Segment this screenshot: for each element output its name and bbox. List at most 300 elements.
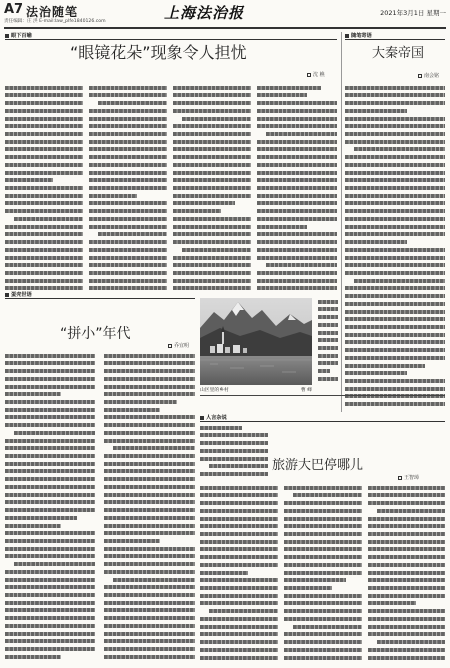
text-line	[318, 344, 338, 351]
article2-byline	[168, 342, 189, 349]
article4-byline	[398, 474, 419, 481]
text-line	[5, 184, 83, 191]
mountain-village-image	[200, 298, 312, 385]
text-line	[5, 445, 95, 452]
text-line	[5, 483, 95, 490]
text-line	[104, 638, 195, 645]
text-line	[368, 584, 445, 591]
text-line	[89, 169, 167, 176]
text-line	[5, 115, 83, 122]
text-line	[257, 238, 337, 245]
text-line	[89, 246, 167, 253]
text-line	[5, 437, 95, 444]
text-line	[5, 514, 77, 521]
text-line	[345, 300, 445, 307]
text-line	[368, 561, 445, 568]
text-line	[345, 208, 445, 215]
article3-tag-rule	[345, 39, 445, 40]
text-line	[200, 492, 278, 499]
text-line	[257, 153, 337, 160]
text-line	[368, 484, 445, 491]
text-line	[345, 362, 425, 369]
article1-title: “眼镜花朵”现象令人担忧	[70, 43, 247, 62]
masthead	[4, 2, 446, 28]
article2-title: “拼小”年代	[60, 326, 131, 342]
text-line	[209, 608, 278, 615]
text-line	[345, 184, 445, 191]
text-line	[368, 577, 445, 584]
text-line	[104, 414, 195, 421]
text-line	[5, 153, 83, 160]
text-line	[5, 277, 83, 284]
text-line	[345, 192, 445, 199]
text-line	[89, 138, 167, 145]
text-line	[5, 246, 83, 253]
text-line	[5, 622, 95, 629]
text-line	[173, 146, 251, 153]
text-line	[5, 468, 95, 475]
text-line	[257, 246, 337, 253]
text-line	[89, 123, 167, 130]
text-line	[89, 262, 167, 269]
text-line	[345, 130, 445, 137]
text-line	[200, 530, 278, 537]
text-line	[200, 447, 268, 454]
text-line	[257, 115, 337, 122]
text-line	[173, 285, 251, 292]
article4-tag	[200, 414, 227, 421]
tag-marker-icon	[5, 34, 9, 38]
text-line	[104, 398, 177, 405]
text-line	[368, 615, 445, 622]
text-line	[368, 530, 445, 537]
text-line	[104, 568, 195, 575]
tag-marker-icon	[200, 416, 204, 420]
text-line	[200, 561, 278, 568]
paper-logo: 上海法治报	[164, 4, 245, 22]
text-line	[14, 429, 95, 436]
text-line	[89, 161, 167, 168]
text-line	[368, 631, 445, 638]
text-line	[284, 608, 362, 615]
text-line	[345, 99, 445, 106]
text-line	[368, 523, 445, 530]
text-line	[104, 584, 195, 591]
text-line	[104, 421, 195, 428]
text-line	[5, 607, 95, 614]
text-line	[200, 523, 278, 530]
text-line	[173, 92, 251, 99]
text-line	[284, 646, 362, 653]
text-line	[5, 653, 61, 660]
text-line	[5, 161, 83, 168]
text-line	[104, 468, 195, 475]
text-line	[89, 192, 137, 199]
text-line	[345, 331, 445, 338]
text-line	[89, 200, 167, 207]
text-line	[200, 592, 278, 599]
article2-tag-label: 蛋壳世语	[11, 292, 32, 298]
text-line	[173, 99, 251, 106]
text-line	[377, 638, 445, 645]
article3-title: 大秦帝国	[372, 46, 425, 61]
text-line	[5, 200, 83, 207]
text-line	[89, 277, 167, 284]
text-line	[293, 623, 362, 630]
text-line	[284, 638, 362, 645]
article3-tag	[345, 32, 372, 39]
article1-col2	[89, 84, 167, 292]
text-line	[5, 169, 83, 176]
text-line	[5, 223, 83, 230]
text-line	[368, 499, 445, 506]
article1-col3	[173, 84, 251, 292]
text-line	[200, 515, 278, 522]
text-line	[89, 238, 167, 245]
text-line	[200, 470, 268, 477]
text-line	[104, 375, 195, 382]
text-line	[200, 553, 278, 560]
byline-square-icon	[168, 344, 172, 348]
text-line	[5, 406, 95, 413]
text-line	[173, 231, 251, 238]
text-line	[368, 592, 445, 599]
text-line	[257, 177, 337, 184]
text-line	[104, 506, 195, 513]
text-line	[173, 169, 251, 176]
text-line	[284, 546, 362, 553]
article3-tag-label: 随笔寄语	[351, 33, 372, 39]
text-line	[284, 499, 362, 506]
text-line	[104, 560, 195, 567]
text-line	[200, 507, 278, 514]
text-line	[257, 208, 337, 215]
text-line	[89, 254, 167, 261]
text-line	[5, 99, 83, 106]
text-line	[5, 269, 83, 276]
article1-tag	[5, 32, 32, 39]
text-line	[5, 506, 95, 513]
text-line	[345, 262, 445, 269]
article1-byline	[307, 71, 325, 78]
text-line	[200, 546, 278, 553]
text-line	[104, 645, 195, 652]
article3-col	[345, 84, 445, 410]
text-line	[5, 254, 83, 261]
column-divider-right	[341, 32, 342, 412]
text-line	[318, 298, 338, 305]
text-line	[345, 400, 445, 407]
text-line	[89, 208, 167, 215]
text-line	[89, 184, 167, 191]
landscape-photo	[200, 298, 312, 385]
text-line	[257, 285, 337, 292]
text-line	[284, 515, 362, 522]
text-line	[104, 622, 195, 629]
text-line	[104, 514, 195, 521]
text-line	[345, 238, 407, 245]
text-line	[345, 200, 445, 207]
text-line	[173, 215, 251, 222]
article4-col3	[368, 484, 445, 664]
text-line	[284, 561, 362, 568]
text-line	[354, 146, 445, 153]
text-line	[173, 238, 251, 245]
text-line	[89, 84, 167, 91]
text-line	[345, 254, 445, 261]
text-line	[89, 153, 167, 160]
text-line	[5, 352, 95, 359]
text-line	[173, 223, 251, 230]
text-line	[345, 107, 407, 114]
text-line	[345, 246, 445, 253]
text-line	[318, 352, 338, 359]
text-line	[104, 352, 195, 359]
text-line	[5, 499, 95, 506]
text-line	[345, 354, 445, 361]
text-line	[5, 84, 83, 91]
text-line	[345, 385, 445, 392]
text-line	[345, 153, 445, 160]
text-line	[266, 130, 337, 137]
text-line	[284, 569, 362, 576]
text-line	[5, 192, 83, 199]
text-line	[14, 560, 95, 567]
text-line	[5, 414, 95, 421]
text-line	[368, 515, 445, 522]
text-line	[345, 115, 445, 122]
text-line	[104, 530, 195, 537]
text-line	[200, 538, 278, 545]
text-line	[318, 367, 330, 374]
text-line	[200, 646, 278, 653]
text-line	[284, 592, 362, 599]
section-name: 法治随笔	[26, 5, 79, 19]
text-line	[345, 169, 445, 176]
text-line	[284, 538, 362, 545]
text-line	[89, 115, 167, 122]
text-line	[257, 138, 337, 145]
text-line	[284, 654, 362, 661]
text-line	[368, 569, 445, 576]
byline-square-icon	[418, 74, 422, 78]
text-line	[257, 223, 307, 230]
text-line	[368, 600, 416, 607]
text-line	[345, 92, 445, 99]
article1-col4	[257, 84, 337, 292]
text-line	[200, 615, 278, 622]
text-line	[368, 553, 445, 560]
text-line	[5, 638, 95, 645]
article4-author: 王智璋	[404, 475, 420, 481]
text-line	[5, 130, 83, 137]
text-line	[345, 215, 445, 222]
text-line	[173, 84, 251, 91]
text-line	[104, 591, 195, 598]
text-line	[345, 323, 445, 330]
article4-tag-rule	[200, 421, 445, 422]
text-line	[318, 360, 338, 367]
text-line	[104, 460, 195, 467]
text-line	[318, 313, 338, 320]
article4-intro-col	[200, 424, 268, 482]
text-line	[104, 406, 160, 413]
text-line	[345, 231, 445, 238]
article1-tail-col	[318, 298, 338, 386]
text-line	[104, 360, 195, 367]
text-line	[5, 614, 95, 621]
text-line	[318, 329, 338, 336]
article4-col1	[200, 484, 278, 664]
text-line	[284, 530, 362, 537]
text-line	[284, 631, 362, 638]
text-line	[5, 645, 95, 652]
text-line	[284, 553, 362, 560]
text-line	[200, 584, 278, 591]
text-line	[104, 437, 195, 444]
text-line	[257, 269, 337, 276]
text-line	[89, 269, 167, 276]
text-line	[318, 321, 338, 328]
page-number: A7	[4, 2, 24, 17]
text-line	[257, 161, 337, 168]
text-line	[5, 599, 95, 606]
text-line	[200, 623, 278, 630]
text-line	[5, 138, 83, 145]
text-line	[104, 537, 160, 544]
text-line	[345, 177, 445, 184]
text-line	[318, 337, 338, 344]
text-line	[173, 184, 251, 191]
text-line	[89, 130, 167, 137]
text-line	[89, 146, 167, 153]
text-line	[257, 107, 337, 114]
article2-tag-rule	[5, 298, 195, 299]
article4-title: 旅游大巴停哪儿	[272, 458, 364, 473]
text-line	[257, 254, 337, 261]
text-line	[368, 654, 445, 661]
text-line	[284, 523, 362, 530]
text-line	[104, 383, 195, 390]
tag-marker-icon	[5, 293, 9, 297]
text-line	[5, 383, 95, 390]
text-line	[104, 429, 195, 436]
text-line	[98, 99, 167, 106]
issue-date: 2021年3月1日 星期一	[380, 9, 446, 17]
text-line	[368, 492, 445, 499]
text-line	[104, 614, 195, 621]
text-line	[5, 530, 95, 537]
text-line	[5, 460, 95, 467]
text-line	[200, 455, 268, 462]
text-line	[266, 262, 337, 269]
text-line	[5, 208, 83, 215]
text-line	[284, 484, 362, 491]
article1-col1	[5, 84, 83, 292]
text-line	[200, 631, 278, 638]
text-line	[104, 545, 195, 552]
text-line	[113, 445, 195, 452]
text-line	[89, 223, 167, 230]
article4-top-rule	[200, 395, 445, 396]
text-line	[5, 591, 95, 598]
text-line	[5, 146, 83, 153]
text-line	[5, 537, 95, 544]
text-line	[173, 208, 221, 215]
text-line	[5, 491, 95, 498]
text-line	[257, 192, 337, 199]
article3-byline	[418, 72, 439, 79]
text-line	[104, 630, 195, 637]
text-line	[345, 269, 445, 276]
text-line	[104, 599, 195, 606]
text-line	[345, 339, 445, 346]
text-line	[345, 84, 445, 91]
text-line	[200, 600, 278, 607]
text-line	[200, 432, 268, 439]
text-line	[209, 463, 268, 470]
text-line	[5, 92, 83, 99]
text-line	[173, 123, 251, 130]
text-line	[104, 476, 195, 483]
text-line	[293, 492, 362, 499]
text-line	[368, 646, 445, 653]
text-line	[5, 238, 83, 245]
text-line	[89, 215, 167, 222]
text-line	[284, 600, 362, 607]
text-line	[182, 115, 251, 122]
text-line	[354, 277, 445, 284]
header-rule	[4, 27, 446, 29]
text-line	[5, 107, 83, 114]
text-line	[5, 231, 83, 238]
text-line	[345, 285, 445, 292]
text-line	[104, 553, 195, 560]
text-line	[345, 223, 445, 230]
text-line	[173, 161, 251, 168]
text-line	[200, 569, 248, 576]
article1-author: 沈 樵	[313, 72, 325, 78]
editor-line: 责任编辑：庄 洪 E-mail:law_plfe1840126.com	[4, 19, 106, 24]
text-line	[257, 92, 307, 99]
photo-credit: 曹 峰	[300, 388, 312, 393]
text-line	[5, 375, 95, 382]
text-line	[113, 576, 195, 583]
article3-author: 南会铭	[424, 73, 440, 79]
text-line	[5, 630, 95, 637]
text-line	[5, 398, 95, 405]
text-line	[173, 262, 251, 269]
text-line	[89, 107, 167, 114]
text-line	[89, 285, 167, 292]
text-line	[5, 476, 95, 483]
text-line	[5, 360, 95, 367]
text-line	[104, 367, 195, 374]
text-line	[345, 292, 445, 299]
text-line	[173, 107, 251, 114]
text-line	[104, 452, 195, 459]
text-line	[257, 99, 337, 106]
text-line	[173, 269, 251, 276]
text-line	[104, 522, 195, 529]
text-line	[5, 123, 83, 130]
text-line	[5, 367, 95, 374]
text-line	[345, 316, 445, 323]
text-line	[104, 491, 195, 498]
text-line	[345, 308, 445, 315]
text-line	[200, 484, 278, 491]
article2-author: 乔宜明	[174, 343, 190, 349]
